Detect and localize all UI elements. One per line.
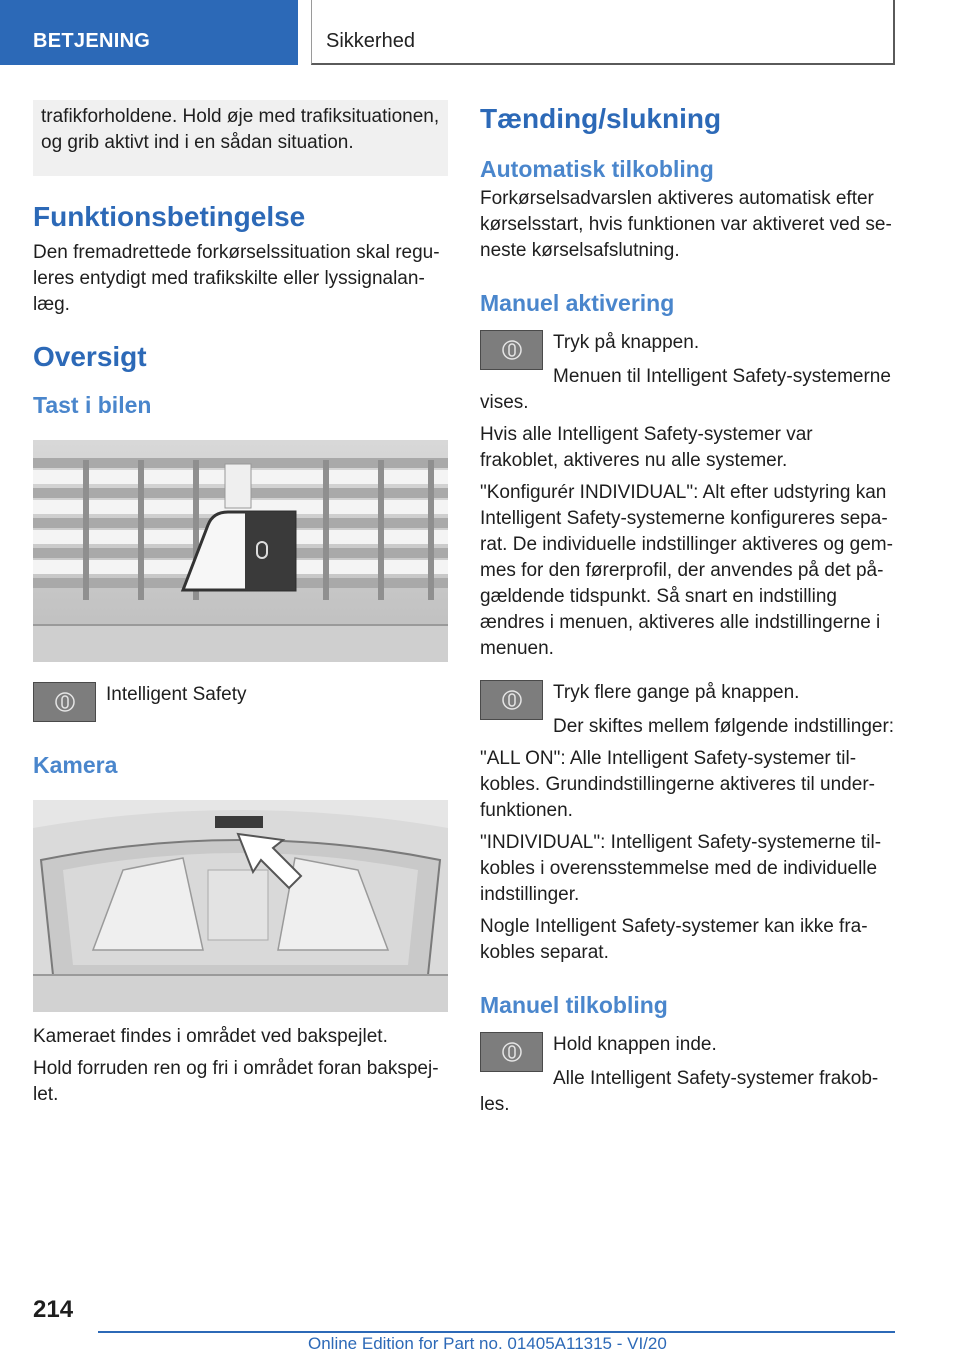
- intelligent-safety-icon: [480, 330, 543, 370]
- paragraph-auto: Forkørselsadvarslen aktiveres automatisk efter kørselsstart, hvis funktionen var aktiveret ved seneste kørselsafslutning.: [480, 188, 892, 261]
- intelligent-safety-label: Intelligent Safety: [106, 684, 247, 705]
- aktivering-step-1: Tryk på knappen.: [553, 332, 700, 353]
- right-column: [480, 100, 895, 1118]
- note-text: trafikforholdene. Hold øje med trafiksituationen, og grib aktivt ind i en sådan situation.: [41, 106, 440, 153]
- flere-step-1: Tryk flere gange på knappen.: [553, 682, 800, 703]
- paragraph-funktion: Den fremadrettede forkørselssituation skal reguleres entydigt med trafikskilte eller lyssignalanlæg.: [33, 242, 440, 315]
- tilkobling-step-2: Alle Intelligent Safety-systemer frakobles.: [480, 1068, 879, 1115]
- paragraph-all-on: "ALL ON": Alle Intelligent Safety-systemer tilkobles. Grundindstillingerne aktiveres til underfunktionen.: [480, 748, 875, 821]
- flere-step-2: Der skiftes mellem følgende indstillinger:: [553, 716, 895, 737]
- button-photo: [33, 440, 448, 662]
- heading-automatisk-tilkobling: Automatisk tilkobling: [480, 156, 714, 182]
- heading-manuel-aktivering: Manuel aktivering: [480, 290, 675, 316]
- heading-kamera: Kamera: [33, 752, 118, 778]
- page-number: 214: [33, 1296, 74, 1323]
- footer-divider: [98, 1331, 895, 1333]
- edition-text: Online Edition for Part no. 01405A11315 - VI/20: [308, 1334, 667, 1353]
- heading-funktionsbetingelse: Funktionsbetingelse: [33, 201, 306, 232]
- heading-manuel-tilkobling: Manuel tilkobling: [480, 992, 668, 1018]
- heading-taending-slukning: Tænding/slukning: [480, 103, 722, 134]
- paragraph-kamera-2: Hold forruden ren og fri i området foran bakspejlet.: [33, 1058, 439, 1105]
- heading-tast-i-bilen: Tast i bilen: [33, 392, 152, 418]
- aktivering-step-2: Menuen til Intelligent Safety-systemerne vises.: [480, 366, 891, 413]
- paragraph-hvis-alle: Hvis alle Intelligent Safety-systemer var frakoblet, aktiveres nu alle systemer.: [480, 424, 813, 471]
- section-title: Sikkerhed: [311, 0, 895, 65]
- tilkobling-step-1: Hold knappen inde.: [553, 1034, 717, 1055]
- note-box: [33, 100, 448, 176]
- intelligent-safety-icon: [480, 1032, 543, 1072]
- paragraph-nogle: Nogle Intelligent Safety-systemer kan ikke frakobles separat.: [480, 916, 868, 963]
- intelligent-safety-icon: [33, 682, 96, 722]
- left-column: [33, 100, 448, 1108]
- paragraph-kamera-1: Kameraet findes i området ved bakspejlet.: [33, 1026, 388, 1047]
- camera-photo: [33, 800, 448, 1012]
- paragraph-konfigurer: "Konfigurér INDIVIDUAL": Alt efter udstyring kan Intelligent Safety-systemerne konfigureres separat. De individuelle indstillinger aktiveres og gemmes for den førerprofil, der anvendes på det pågældende tidspunkt. Så snart en indstilling ændres i menuen, aktiveres alle indstillingerne i menuen.: [480, 482, 893, 659]
- icon-row-intelligent-safety: [33, 682, 448, 722]
- heading-oversigt: Oversigt: [33, 341, 147, 372]
- intelligent-safety-icon: [480, 680, 543, 720]
- chapter-tab: BETJENING: [0, 0, 298, 65]
- paragraph-individual: "INDIVIDUAL": Intelligent Safety-systemerne tilkobles i overensstemmelse med de individuelle indstillinger.: [480, 832, 882, 905]
